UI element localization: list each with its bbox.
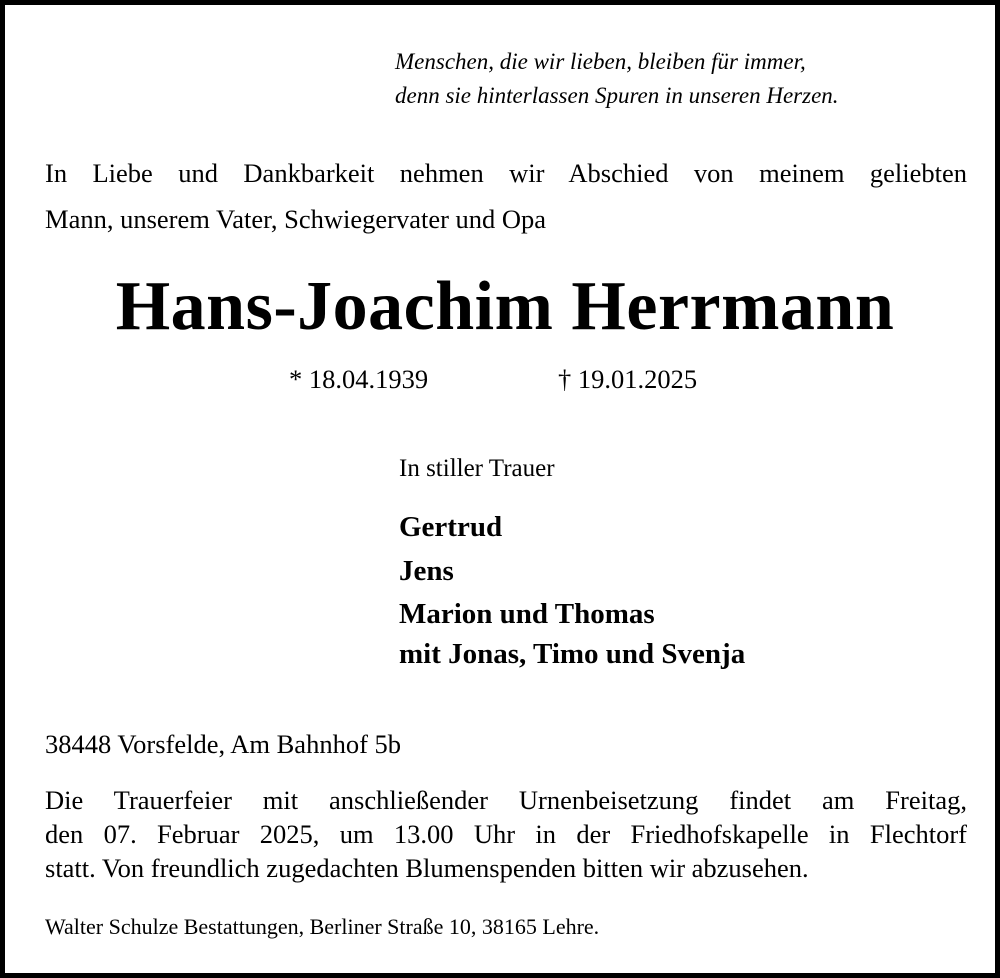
family-member: Jens [399, 555, 454, 587]
family-member: mit Jonas, Timo und Svenja [399, 638, 746, 670]
quote-line-1: Menschen, die wir lieben, bleiben für immer, [395, 49, 806, 74]
quote-line-2: denn sie hinterlassen Spuren in unseren Herzen. [395, 83, 839, 108]
intro-line-2: Mann, unserem Vater, Schwiegervater und Opa [45, 204, 547, 234]
undertaker-info: Walter Schulze Bestattungen, Berliner Straße 10, 38165 Lehre. [45, 914, 600, 939]
mourning-heading: In stiller Trauer [399, 455, 555, 482]
death-date: † 19.01.2025 [558, 364, 698, 394]
deceased-name: Hans-Joachim Herrmann [115, 268, 895, 345]
funeral-line-2: den 07. Februar 2025, um 13.00 Uhr in der Friedhofskapelle in Flechtorf [45, 819, 967, 849]
family-member: Marion und Thomas [399, 598, 655, 630]
birth-date: * 18.04.1939 [289, 364, 429, 394]
intro-line-1: In Liebe und Dankbarkeit nehmen wir Abschied von meinem geliebten [45, 158, 967, 188]
funeral-line-3: statt. Von freundlich zugedachten Blumenspenden bitten wir abzusehen. [45, 853, 809, 883]
funeral-line-1: Die Trauerfeier mit anschließender Urnenbeisetzung findet am Freitag, [45, 785, 967, 815]
family-member: Gertrud [399, 511, 503, 543]
family-address: 38448 Vorsfelde, Am Bahnhof 5b [45, 729, 402, 759]
